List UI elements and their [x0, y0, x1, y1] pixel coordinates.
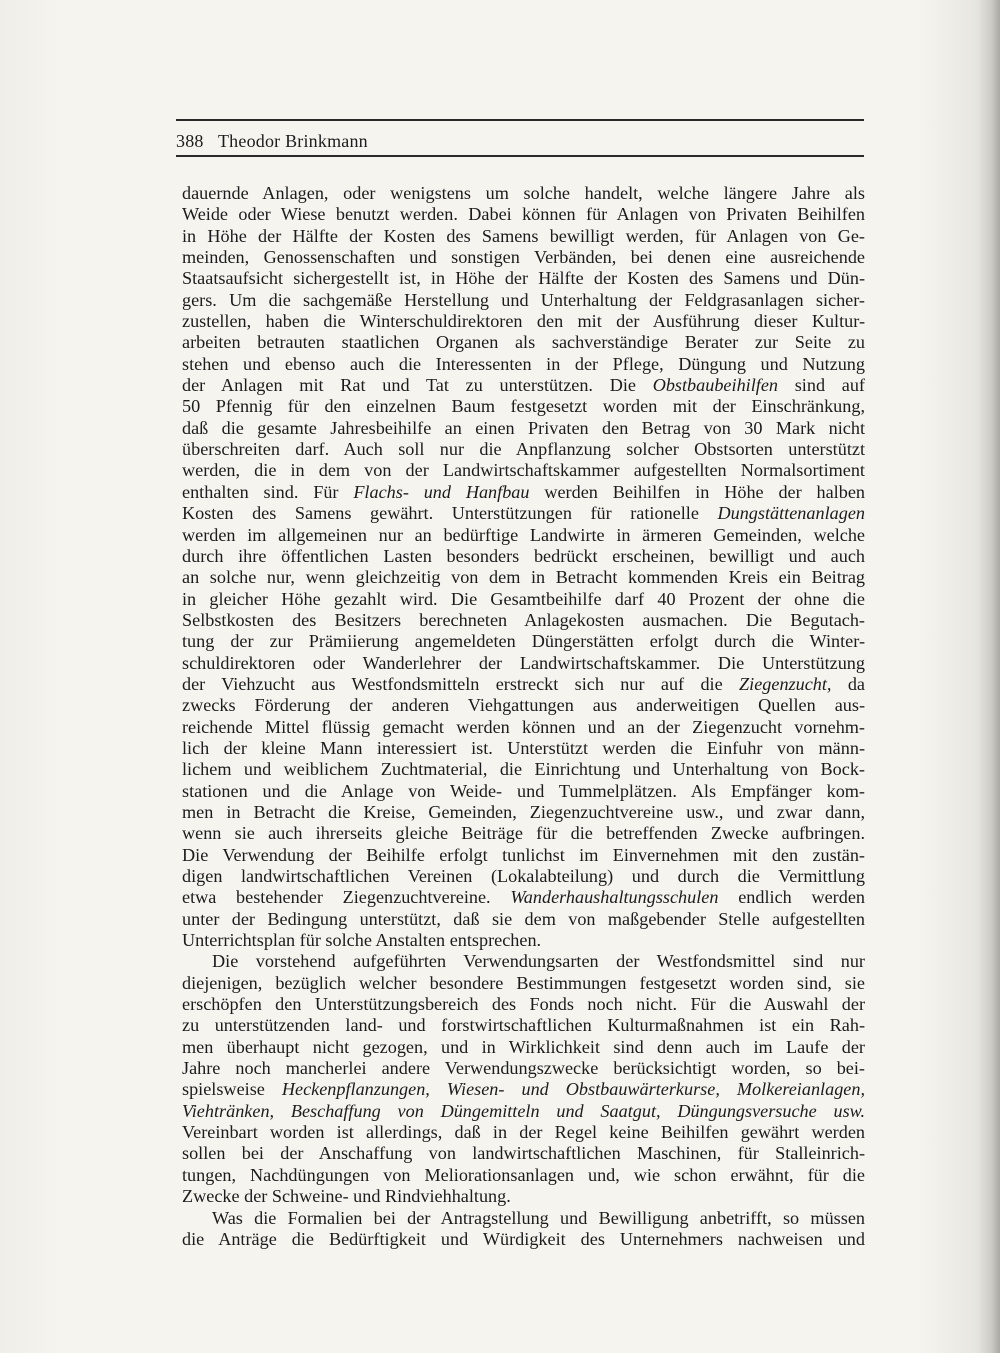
- text-line: [182, 717, 865, 738]
- text-line: [182, 695, 865, 716]
- text-line: [182, 567, 865, 588]
- line-text: Was die Formalien bei der Antragstellung und Bewilligung anbetrifft, so müssen: [212, 1207, 865, 1228]
- line-text: werden Beihilfen in Höhe der halben: [529, 481, 865, 502]
- text-line: [182, 311, 865, 332]
- line-text: lichem und weiblichem Zuchtmaterial, die Einrichtung und Unterhaltung von Bock-: [182, 759, 865, 780]
- emphasized-term: Heckenpflanzungen, Wiesen- und Obstbauwärterkurse, Molkereianlagen,: [281, 1079, 865, 1100]
- text-line: [182, 439, 865, 460]
- text-line: [182, 183, 865, 204]
- text-line: [182, 1015, 865, 1036]
- line-text: 50 Pfennig für den einzelnen Baum festgesetzt worden mit der Einschränkung,: [182, 396, 865, 417]
- line-text: sollen bei der Anschaffung von landwirtschaftlichen Maschinen, für Stalleinrich-: [182, 1143, 865, 1164]
- line-text: Selbstkosten des Besitzers berechneten Anlagekosten ausmachen. Die Begutach-: [182, 609, 865, 630]
- running-header: [176, 130, 864, 152]
- text-line: [182, 909, 865, 930]
- text-line: [182, 781, 865, 802]
- line-text: Unterrichtsplan für solche Anstalten entsprechen.: [182, 930, 542, 951]
- text-line: [182, 674, 865, 695]
- emphasized-term: Ziegenzucht,: [739, 673, 832, 694]
- line-text: zwecks Förderung der anderen Viehgattungen aus anderweitigen Quellen aus-: [182, 695, 865, 716]
- line-text: durch ihre öffentlichen Lasten besonders bedrückt erscheinen, bewilligt und auch: [182, 545, 865, 566]
- line-text: Zwecke der Schweine- und Rindviehhaltung.: [182, 1186, 511, 1207]
- line-text: in gleicher Höhe gezahlt wird. Die Gesamtbeihilfe darf 40 Prozent der ohne die: [182, 588, 865, 609]
- text-line: [182, 631, 865, 652]
- line-text: men überhaupt nicht gezogen, und in Wirklichkeit sind denn auch im Laufe der: [182, 1036, 865, 1057]
- text-line: [182, 290, 865, 311]
- text-line: [182, 653, 865, 674]
- text-line: [182, 375, 865, 396]
- line-text: zustellen, haben die Winterschuldirektoren den mit der Ausführung dieser Kultur-: [182, 311, 865, 332]
- emphasized-term: Flachs- und Hanfbau: [353, 481, 530, 502]
- line-text: in Höhe der Hälfte der Kosten des Samens bewilligt werden, für Anlagen von Ge-: [182, 225, 865, 246]
- line-text: men in Betracht die Kreise, Gemeinden, Ziegenzuchtvereine usw., und zwar dann,: [182, 801, 865, 822]
- line-text: tung der zur Prämiierung angemeldeten Düngerstätten erfolgt durch die Winter-: [182, 631, 865, 652]
- line-text: schuldirektoren oder Wanderlehrer der Landwirtschaftskammer. Die Unterstützung: [182, 652, 865, 673]
- text-line: [182, 1122, 865, 1143]
- line-text: Jahre noch mancherlei andere Verwendungszwecke berücksichtigt worden, so bei-: [182, 1058, 865, 1079]
- text-line: [182, 1208, 865, 1229]
- line-text: etwa bestehender Ziegenzuchtvereine.: [182, 887, 511, 908]
- line-text: meinden, Genossenschaften und sonstigen Verbänden, bei denen eine ausreichende: [182, 247, 865, 268]
- line-text: spielsweise: [182, 1079, 282, 1100]
- text-line: [182, 1058, 865, 1079]
- line-text: wenn sie auch ihrerseits gleiche Beiträge für die betreffenden Zwecke aufbringen.: [182, 823, 865, 844]
- text-line: [182, 482, 865, 503]
- header-rule-top: [176, 119, 864, 121]
- line-text: stehen und ebenso auch die Interessenten in der Pflege, Düngung und Nutzung: [182, 353, 865, 374]
- text-line: [182, 759, 865, 780]
- text-line: [182, 845, 865, 866]
- text-line: [182, 247, 865, 268]
- line-text: werden im allgemeinen nur an bedürftige Landwirte in ärmeren Gemeinden, welche: [182, 524, 865, 545]
- text-line: [182, 460, 865, 481]
- page-number: 388: [176, 131, 204, 151]
- line-text: Kosten des Samens gewährt. Unterstützungen für rationelle: [182, 503, 718, 524]
- emphasized-term: Dungstättenanlagen: [717, 503, 865, 524]
- text-line: [182, 546, 865, 567]
- text-line: [182, 396, 865, 417]
- line-text: zu unterstützenden land- und forstwirtschaftlichen Kulturmaßnahmen ist ein Rah-: [182, 1015, 865, 1036]
- line-text: der Anlagen mit Rat und Tat zu unterstützen. Die: [182, 375, 653, 396]
- line-text: daß die gesamte Jahresbeihilfe an einen Privaten den Betrag von 30 Mark nicht: [182, 417, 865, 438]
- line-text: Die Verwendung der Beihilfe erfolgt tunlichst im Einvernehmen mit den zustän-: [182, 844, 865, 865]
- body-text: [182, 183, 865, 1250]
- text-line: [182, 1186, 865, 1207]
- text-line: [182, 994, 865, 1015]
- line-text: überschreiten darf. Auch soll nur die Anpflanzung solcher Obstsorten unterstützt: [182, 439, 865, 460]
- line-text: enthalten sind. Für: [182, 481, 354, 502]
- text-line: [182, 1037, 865, 1058]
- binding-shadow: [978, 0, 1000, 1353]
- running-title: Theodor Brinkmann: [217, 131, 368, 151]
- line-text: gers. Um die sachgemäße Herstellung und Unterhaltung der Feldgrasanlagen sicher-: [182, 289, 865, 310]
- text-line: [182, 738, 865, 759]
- line-text: werden, die in dem von der Landwirtschaftskammer aufgestellten Normalsortiment: [182, 460, 865, 481]
- line-text: sind auf: [777, 375, 865, 396]
- emphasized-term: Viehtränken, Beschaffung von Düngemitteln und Saatgut, Düngungsversuche usw.: [182, 1100, 865, 1121]
- text-line: [182, 525, 865, 546]
- text-line: [182, 823, 865, 844]
- emphasized-term: Obstbaubeihilfen: [652, 375, 778, 396]
- line-text: Vereinbart worden ist allerdings, daß in der Regel keine Beihilfen gewährt werden: [182, 1122, 865, 1143]
- line-text: da: [831, 673, 865, 694]
- text-line: [182, 1143, 865, 1164]
- line-text: diejenigen, bezüglich welcher besondere Bestimmungen festgesetzt worden sind, sie: [182, 972, 865, 993]
- line-text: digen landwirtschaftlichen Vereinen (Lokalabteilung) und durch die Vermittlung: [182, 866, 865, 886]
- line-text: Die vorstehend aufgeführten Verwendungsarten der Westfondsmittel sind nur: [212, 951, 865, 972]
- text-line: [182, 930, 865, 951]
- text-line: [182, 1165, 865, 1186]
- header-rule-bottom: [176, 155, 864, 157]
- line-text: lich der kleine Mann interessiert ist. Unterstützt werden die Einfuhr von männ-: [182, 737, 865, 758]
- text-line: [182, 354, 865, 375]
- text-line: [182, 418, 865, 439]
- text-line: [182, 802, 865, 823]
- text-line: [182, 226, 865, 247]
- line-text: dauernde Anlagen, oder wenigstens um solche handelt, welche längere Jahre als: [182, 183, 865, 203]
- text-line: [182, 503, 865, 524]
- text-line: [182, 973, 865, 994]
- line-text: endlich werden: [718, 887, 865, 908]
- line-text: Weide oder Wiese benutzt werden. Dabei können für Anlagen von Privaten Beihilfen: [182, 204, 865, 225]
- text-line: [182, 1079, 865, 1100]
- line-text: erschöpfen den Unterstützungsbereich des Fonds noch nicht. Für die Auswahl der: [182, 994, 865, 1015]
- text-line: [182, 610, 865, 631]
- line-text: Staatsaufsicht sichergestellt ist, in Höhe der Hälfte der Kosten des Samens und Dün-: [182, 268, 865, 289]
- line-text: tungen, Nachdüngungen von Meliorationsanlagen und, wie schon erwähnt, für die: [182, 1164, 865, 1185]
- text-line: [182, 589, 865, 610]
- text-line: [182, 866, 865, 887]
- text-line: [182, 951, 865, 972]
- line-text: der Viehzucht aus Westfondsmitteln erstreckt sich nur auf die: [182, 673, 740, 694]
- text-line: [182, 268, 865, 289]
- text-line: [182, 1229, 865, 1250]
- line-text: die Anträge die Bedürftigkeit und Würdigkeit des Unternehmers nachweisen und: [182, 1228, 865, 1249]
- text-line: [182, 887, 865, 908]
- text-line: [182, 204, 865, 225]
- line-text: reichende Mittel flüssig gemacht werden können und an der Ziegenzucht vornehm-: [182, 716, 865, 737]
- text-line: [182, 1101, 865, 1122]
- line-text: an solche nur, wenn gleichzeitig von dem in Betracht kommenden Kreis ein Beitrag: [182, 567, 865, 588]
- line-text: stationen und die Anlage von Weide- und Tummelplätzen. Als Empfänger kom-: [182, 780, 865, 801]
- emphasized-term: Wanderhaushaltungsschulen: [510, 887, 719, 908]
- line-text: unter der Bedingung unterstützt, daß sie dem von maßgebender Stelle aufgestellten: [182, 908, 865, 929]
- line-text: arbeiten betrauten staatlichen Organen als sachverständige Berater zur Seite zu: [182, 332, 865, 353]
- text-line: [182, 332, 865, 353]
